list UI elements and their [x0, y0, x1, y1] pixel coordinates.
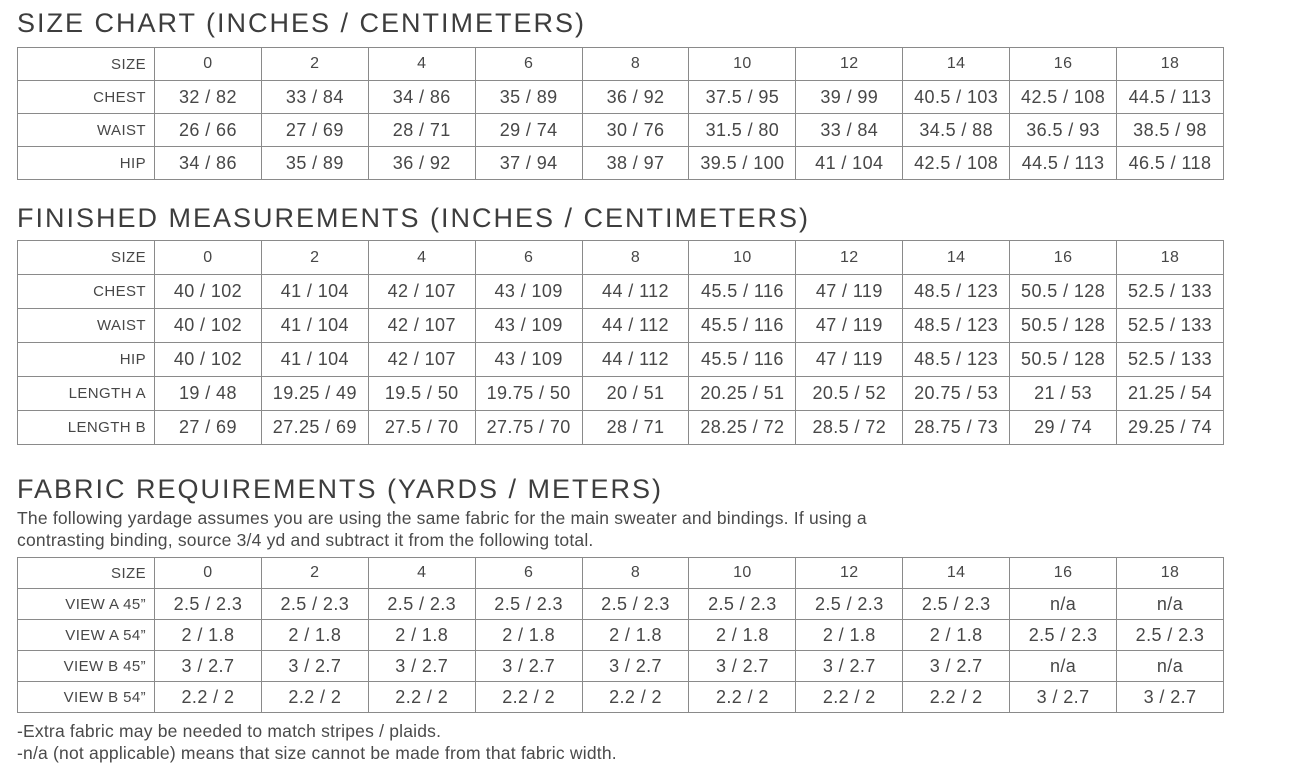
value-cell: 27.5 / 70 [368, 411, 475, 445]
footnote-line-2: -n/a (not applicable) means that size cannot be made from that fabric width. [17, 743, 617, 763]
value-cell: 44.5 / 113 [1010, 147, 1117, 180]
value-cell: 29 / 74 [475, 114, 582, 147]
value-cell: 29.25 / 74 [1117, 411, 1224, 445]
size-header-cell: 0 [155, 558, 262, 589]
value-cell: 2.2 / 2 [903, 682, 1010, 713]
row-label-cell: HIP [18, 147, 155, 180]
row-label-cell: CHEST [18, 81, 155, 114]
value-cell: 2.2 / 2 [689, 682, 796, 713]
value-cell: 44.5 / 113 [1117, 81, 1224, 114]
value-cell: 28.5 / 72 [796, 411, 903, 445]
value-cell: 52.5 / 133 [1117, 343, 1224, 377]
size-header-cell: 2 [261, 48, 368, 81]
value-cell: 35 / 89 [475, 81, 582, 114]
intro-line-2: contrasting binding, source 3/4 yd and subtract it from the following total. [17, 530, 594, 550]
value-cell: 40.5 / 103 [903, 81, 1010, 114]
table-row [18, 377, 1224, 411]
size-header-cell: 6 [475, 48, 582, 81]
value-cell: 2 / 1.8 [368, 620, 475, 651]
value-cell: 43 / 109 [475, 275, 582, 309]
value-cell: 2.5 / 2.3 [155, 589, 262, 620]
value-cell: 2.5 / 2.3 [475, 589, 582, 620]
value-cell: 27 / 69 [155, 411, 262, 445]
size-header-cell: 14 [903, 241, 1010, 275]
value-cell: 29 / 74 [1010, 411, 1117, 445]
value-cell: 27.75 / 70 [475, 411, 582, 445]
size-header-label: SIZE [18, 558, 155, 589]
size-header-cell: 16 [1010, 241, 1117, 275]
value-cell: 2 / 1.8 [261, 620, 368, 651]
value-cell: 3 / 2.7 [689, 651, 796, 682]
value-cell: 44 / 112 [582, 275, 689, 309]
footnote-line-1: -Extra fabric may be needed to match stripes / plaids. [17, 721, 442, 741]
value-cell: 45.5 / 116 [689, 275, 796, 309]
value-cell: 40 / 102 [155, 275, 262, 309]
value-cell: 39 / 99 [796, 81, 903, 114]
size-header-cell: 8 [582, 48, 689, 81]
size-header-cell: 6 [475, 241, 582, 275]
size-header-cell: 12 [796, 558, 903, 589]
value-cell: 36 / 92 [582, 81, 689, 114]
value-cell: 2.5 / 2.3 [1117, 620, 1224, 651]
size-chart-table [17, 47, 1224, 180]
value-cell: 42 / 107 [368, 309, 475, 343]
value-cell: 2.2 / 2 [261, 682, 368, 713]
size-header-cell: 16 [1010, 48, 1117, 81]
row-label-cell: VIEW A 45” [18, 589, 155, 620]
value-cell: 42 / 107 [368, 343, 475, 377]
table-row [18, 620, 1224, 651]
size-header-cell: 10 [689, 558, 796, 589]
size-header-cell: 14 [903, 558, 1010, 589]
value-cell: 2.5 / 2.3 [903, 589, 1010, 620]
value-cell: 41 / 104 [261, 275, 368, 309]
value-cell: 34 / 86 [368, 81, 475, 114]
table-row [18, 682, 1224, 713]
value-cell: 26 / 66 [155, 114, 262, 147]
size-header-cell: 2 [261, 558, 368, 589]
value-cell: 3 / 2.7 [475, 651, 582, 682]
size-header-cell: 12 [796, 241, 903, 275]
value-cell: 2 / 1.8 [582, 620, 689, 651]
value-cell: 3 / 2.7 [1117, 682, 1224, 713]
value-cell: 2 / 1.8 [796, 620, 903, 651]
value-cell: 28 / 71 [368, 114, 475, 147]
size-header-cell: 10 [689, 241, 796, 275]
table-row [18, 343, 1224, 377]
value-cell: 2.5 / 2.3 [1010, 620, 1117, 651]
value-cell: 2.2 / 2 [475, 682, 582, 713]
value-cell: 19.75 / 50 [475, 377, 582, 411]
size-header-label: SIZE [18, 241, 155, 275]
value-cell: 2 / 1.8 [689, 620, 796, 651]
value-cell: 50.5 / 128 [1010, 309, 1117, 343]
value-cell: 3 / 2.7 [155, 651, 262, 682]
value-cell: n/a [1117, 589, 1224, 620]
fabric-requirements-footnotes [17, 720, 1298, 764]
value-cell: 39.5 / 100 [689, 147, 796, 180]
value-cell: 43 / 109 [475, 309, 582, 343]
value-cell: 3 / 2.7 [903, 651, 1010, 682]
table-row [18, 114, 1224, 147]
value-cell: 3 / 2.7 [1010, 682, 1117, 713]
value-cell: 33 / 84 [796, 114, 903, 147]
value-cell: 19 / 48 [155, 377, 262, 411]
value-cell: 31.5 / 80 [689, 114, 796, 147]
size-header-row [18, 558, 1224, 589]
table-row [18, 81, 1224, 114]
row-label-cell: CHEST [18, 275, 155, 309]
value-cell: 20.25 / 51 [689, 377, 796, 411]
value-cell: 2 / 1.8 [475, 620, 582, 651]
table-row [18, 651, 1224, 682]
value-cell: 42.5 / 108 [1010, 81, 1117, 114]
row-label-cell: WAIST [18, 309, 155, 343]
row-label-cell: HIP [18, 343, 155, 377]
value-cell: 52.5 / 133 [1117, 309, 1224, 343]
value-cell: 45.5 / 116 [689, 309, 796, 343]
intro-line-1: The following yardage assumes you are using the same fabric for the main sweater and bindings. If using a [17, 508, 867, 528]
finished-measurements-title: FINISHED MEASUREMENTS (INCHES / CENTIMETERS) [17, 203, 811, 233]
finished-measurements-table [17, 240, 1224, 445]
value-cell: 38.5 / 98 [1117, 114, 1224, 147]
size-header-cell: 6 [475, 558, 582, 589]
value-cell: 44 / 112 [582, 309, 689, 343]
value-cell: 47 / 119 [796, 343, 903, 377]
table-row [18, 309, 1224, 343]
value-cell: 36 / 92 [368, 147, 475, 180]
size-header-cell: 18 [1117, 558, 1224, 589]
value-cell: 21 / 53 [1010, 377, 1117, 411]
row-label-cell: VIEW B 45” [18, 651, 155, 682]
size-header-cell: 8 [582, 241, 689, 275]
value-cell: 2.5 / 2.3 [261, 589, 368, 620]
value-cell: 19.25 / 49 [261, 377, 368, 411]
value-cell: 42.5 / 108 [903, 147, 1010, 180]
value-cell: 48.5 / 123 [903, 309, 1010, 343]
value-cell: 20.75 / 53 [903, 377, 1010, 411]
table-row [18, 147, 1224, 180]
size-header-row [18, 241, 1224, 275]
value-cell: 20.5 / 52 [796, 377, 903, 411]
value-cell: n/a [1010, 651, 1117, 682]
size-header-cell: 4 [368, 48, 475, 81]
fabric-requirements-table [17, 557, 1224, 713]
row-label-cell: LENGTH A [18, 377, 155, 411]
value-cell: 35 / 89 [261, 147, 368, 180]
value-cell: 41 / 104 [796, 147, 903, 180]
value-cell: 37.5 / 95 [689, 81, 796, 114]
size-header-cell: 4 [368, 558, 475, 589]
size-header-cell: 16 [1010, 558, 1117, 589]
value-cell: 41 / 104 [261, 343, 368, 377]
value-cell: 45.5 / 116 [689, 343, 796, 377]
value-cell: 28.75 / 73 [903, 411, 1010, 445]
value-cell: 36.5 / 93 [1010, 114, 1117, 147]
fabric-requirements-title: FABRIC REQUIREMENTS (YARDS / METERS) [17, 474, 664, 504]
size-header-cell: 18 [1117, 241, 1224, 275]
value-cell: 2.5 / 2.3 [796, 589, 903, 620]
value-cell: 50.5 / 128 [1010, 275, 1117, 309]
value-cell: 48.5 / 123 [903, 275, 1010, 309]
value-cell: 3 / 2.7 [796, 651, 903, 682]
value-cell: 28 / 71 [582, 411, 689, 445]
value-cell: 2 / 1.8 [155, 620, 262, 651]
value-cell: 21.25 / 54 [1117, 377, 1224, 411]
value-cell: 2.2 / 2 [155, 682, 262, 713]
value-cell: 50.5 / 128 [1010, 343, 1117, 377]
size-header-cell: 12 [796, 48, 903, 81]
size-header-cell: 0 [155, 48, 262, 81]
value-cell: 30 / 76 [582, 114, 689, 147]
value-cell: 20 / 51 [582, 377, 689, 411]
size-header-cell: 0 [155, 241, 262, 275]
fabric-requirements-intro [17, 507, 1298, 551]
size-header-cell: 2 [261, 241, 368, 275]
value-cell: 47 / 119 [796, 275, 903, 309]
section-size-chart [17, 8, 1298, 180]
size-chart-title: SIZE CHART (INCHES / CENTIMETERS) [17, 8, 587, 38]
value-cell: 27 / 69 [261, 114, 368, 147]
size-header-cell: 18 [1117, 48, 1224, 81]
size-header-cell: 10 [689, 48, 796, 81]
row-label-cell: VIEW A 54” [18, 620, 155, 651]
section-finished-measurements [17, 203, 1298, 445]
value-cell: 43 / 109 [475, 343, 582, 377]
value-cell: 19.5 / 50 [368, 377, 475, 411]
table-row [18, 411, 1224, 445]
value-cell: 3 / 2.7 [261, 651, 368, 682]
section-fabric-requirements [17, 474, 1298, 764]
size-header-label: SIZE [18, 48, 155, 81]
value-cell: 34.5 / 88 [903, 114, 1010, 147]
value-cell: 42 / 107 [368, 275, 475, 309]
value-cell: 3 / 2.7 [582, 651, 689, 682]
value-cell: 28.25 / 72 [689, 411, 796, 445]
value-cell: 44 / 112 [582, 343, 689, 377]
value-cell: 2.2 / 2 [796, 682, 903, 713]
value-cell: 33 / 84 [261, 81, 368, 114]
value-cell: 2.5 / 2.3 [368, 589, 475, 620]
value-cell: 2.5 / 2.3 [582, 589, 689, 620]
value-cell: 2 / 1.8 [903, 620, 1010, 651]
value-cell: 40 / 102 [155, 343, 262, 377]
size-header-row [18, 48, 1224, 81]
value-cell: n/a [1117, 651, 1224, 682]
value-cell: 32 / 82 [155, 81, 262, 114]
size-header-cell: 4 [368, 241, 475, 275]
size-header-cell: 14 [903, 48, 1010, 81]
table-row [18, 589, 1224, 620]
value-cell: 40 / 102 [155, 309, 262, 343]
value-cell: 34 / 86 [155, 147, 262, 180]
value-cell: 3 / 2.7 [368, 651, 475, 682]
value-cell: 2.2 / 2 [368, 682, 475, 713]
value-cell: n/a [1010, 589, 1117, 620]
size-header-cell: 8 [582, 558, 689, 589]
row-label-cell: WAIST [18, 114, 155, 147]
value-cell: 52.5 / 133 [1117, 275, 1224, 309]
table-row [18, 275, 1224, 309]
value-cell: 2.5 / 2.3 [689, 589, 796, 620]
value-cell: 41 / 104 [261, 309, 368, 343]
value-cell: 46.5 / 118 [1117, 147, 1224, 180]
value-cell: 2.2 / 2 [582, 682, 689, 713]
value-cell: 37 / 94 [475, 147, 582, 180]
value-cell: 47 / 119 [796, 309, 903, 343]
row-label-cell: LENGTH B [18, 411, 155, 445]
value-cell: 38 / 97 [582, 147, 689, 180]
value-cell: 27.25 / 69 [261, 411, 368, 445]
value-cell: 48.5 / 123 [903, 343, 1010, 377]
row-label-cell: VIEW B 54” [18, 682, 155, 713]
